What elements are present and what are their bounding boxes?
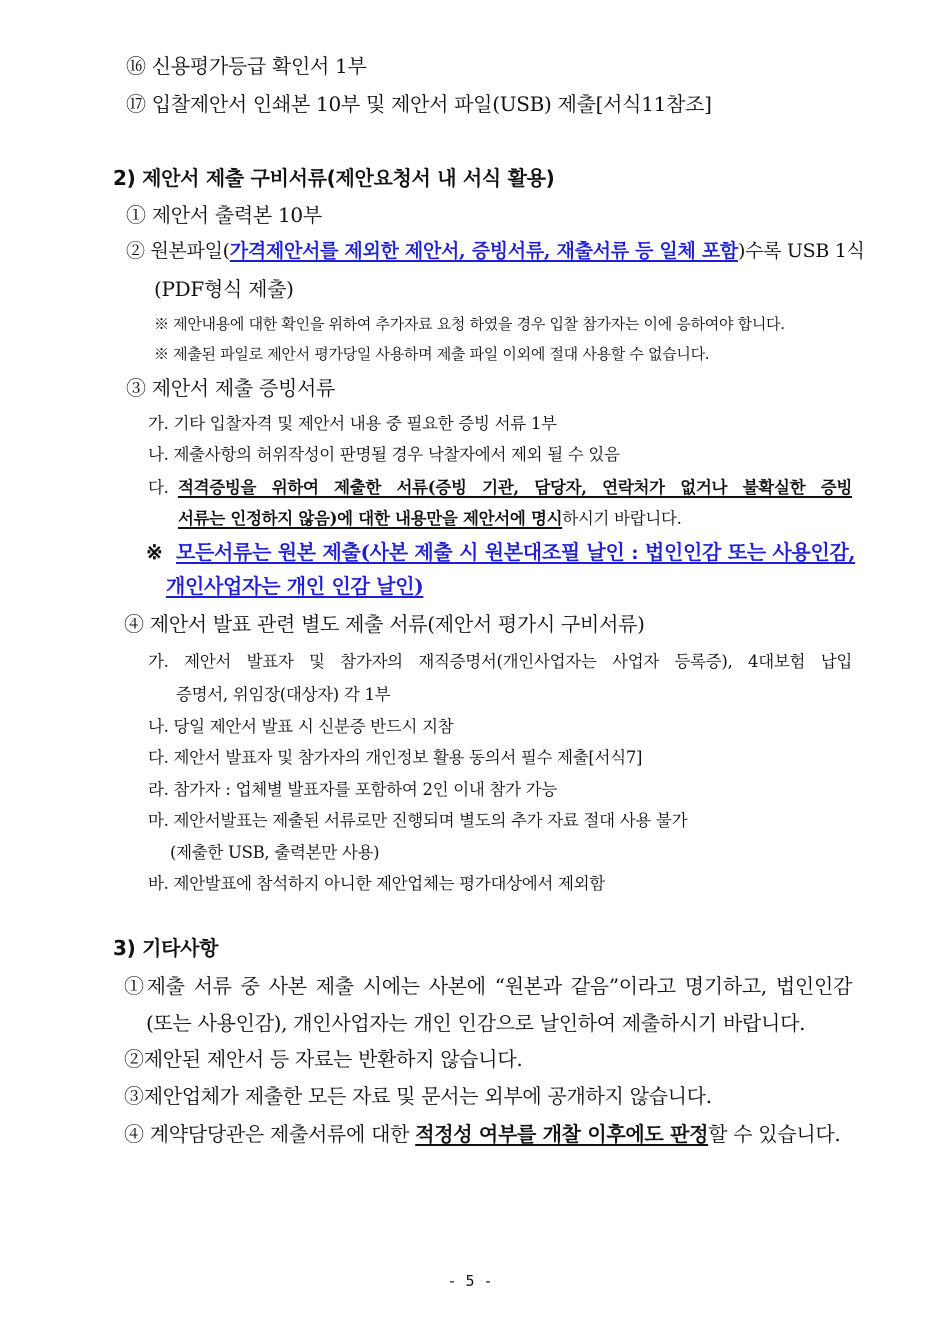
sec2-item-4-na: 나. 당일 제안서 발표 시 신분증 반드시 지참 [148, 717, 454, 736]
item-17: ⑰ 입찰제안서 인쇄본 10부 및 제안서 파일(USB) 제출[서식11참조] [126, 92, 712, 116]
sec2-item-2-cont: (PDF형식 제출) [154, 277, 294, 301]
sec3-item-4-prefix: ④ 계약담당관은 제출서류에 대한 [124, 1122, 416, 1146]
sec2-item-3-na: 나. 제출사항의 허위작성이 판명될 경우 낙찰자에서 제외 될 수 있음 [148, 445, 620, 464]
sec2-item-4-ra: 라. 참가자 : 업체별 발표자를 포함하여 2인 이내 참가 가능 [148, 780, 557, 799]
page-number: - 5 - [447, 1272, 493, 1290]
sec2-item-3-da-emphasis-2: 서류는 인정하지 않음)에 대한 내용만을 제안서에 명시 [178, 509, 563, 528]
sec2-item-1: ① 제안서 출력본 10부 [126, 203, 322, 227]
sec2-note-2: ※ 제출된 파일로 제안서 평가당일 사용하며 제출 파일 이외에 절대 사용할 수 없습니다. [154, 345, 710, 363]
item-16: ⑯ 신용평가등급 확인서 1부 [126, 54, 367, 78]
sec2-item-4-ba: 바. 제안발표에 참석하지 아니한 제안업체는 평가대상에서 제외함 [148, 874, 605, 893]
sec3-item-1-line2: (또는 사용인감), 개인사업자는 개인 인감으로 날인하여 제출하시기 바랍니다. [146, 1011, 806, 1035]
sec2-item-4-da: 다. 제안서 발표자 및 참가자의 개인정보 활용 동의서 필수 제출[서식7] [148, 748, 643, 767]
sec2-note-1: ※ 제안내용에 대한 확인을 위하여 추가자료 요청 하였을 경우 입찰 참가자는 이에 응하여야 합니다. [154, 315, 785, 333]
sec2-item-3: ③ 제안서 제출 증빙서류 [126, 376, 336, 400]
section-3-heading: 3) 기타사항 [113, 936, 219, 960]
sec3-item-1-line1: ①제출 서류 중 사본 제출 시에는 사본에 “원본과 같음”이라고 명기하고, 법인인감 [124, 974, 852, 998]
sec2-item-4: ④ 제안서 발표 관련 별도 제출 서류(제안서 평가시 구비서류) [124, 612, 645, 636]
sec3-item-4 [124, 1124, 840, 1144]
section-2-heading: 2) 제안서 제출 구비서류(제안요청서 내 서식 활용) [113, 166, 555, 190]
sec3-item-2: ②제안된 제안서 등 자료는 반환하지 않습니다. [124, 1047, 523, 1071]
sec3-item-4-suffix: 할 수 있습니다. [708, 1122, 841, 1146]
sec3-item-4-emphasis: 적정성 여부를 개찰 이후에도 판정 [415, 1122, 709, 1146]
sec2-item-2-prefix: ② 원본파일( [126, 240, 230, 262]
sec2-item-2-highlight: 가격제안서를 제외한 제안서, 증빙서류, 재출서류 등 일체 포함 [229, 240, 738, 262]
sec2-item-4-ga-line2: 증명서, 위임장(대상자) 각 1부 [176, 685, 391, 704]
sec2-item-2 [126, 242, 865, 261]
sec2-item-3-da-marker: 다. [148, 478, 169, 497]
sec2-item-3-da-line1 [178, 480, 852, 497]
sec2-item-3-note-line1: 모든서류는 원본 제출(사본 제출 시 원본대조필 날인 : 법인인감 또는 사용인감, [176, 540, 856, 564]
sec2-item-4-ga-line1: 가. 제안서 발표자 및 참가자의 재직증명서(개인사업자는 사업자 등록증), 4대보험 납입 [148, 652, 852, 671]
sec2-item-4-ma-line2: (제출한 USB, 출력본만 사용) [170, 843, 380, 862]
note-mark: ※ [146, 540, 163, 564]
sec2-item-3-da-emphasis: 적격증빙을 위하여 제출한 서류(증빙 기관, 담당자, 연락처가 없거나 불확실한 증빙 [178, 478, 852, 497]
sec2-item-3-ga: 가. 기타 입찰자격 및 제안서 내용 중 필요한 증빙 서류 1부 [148, 414, 557, 433]
sec2-item-3-note-line2: 개인사업자는 개인 인감 날인) [166, 574, 424, 598]
sec2-item-4-ma-line1: 마. 제안서발표는 제출된 서류로만 진행되며 별도의 추가 자료 절대 사용 불가 [148, 811, 688, 830]
sec2-item-2-suffix: )수록 USB 1식 [737, 240, 865, 262]
sec2-item-3-da-rest: 하시기 바랍니다. [562, 509, 682, 528]
sec2-item-3-da-line2 [178, 511, 682, 528]
sec3-item-3: ③제안업체가 제출한 모든 자료 및 문서는 외부에 공개하지 않습니다. [124, 1084, 712, 1108]
